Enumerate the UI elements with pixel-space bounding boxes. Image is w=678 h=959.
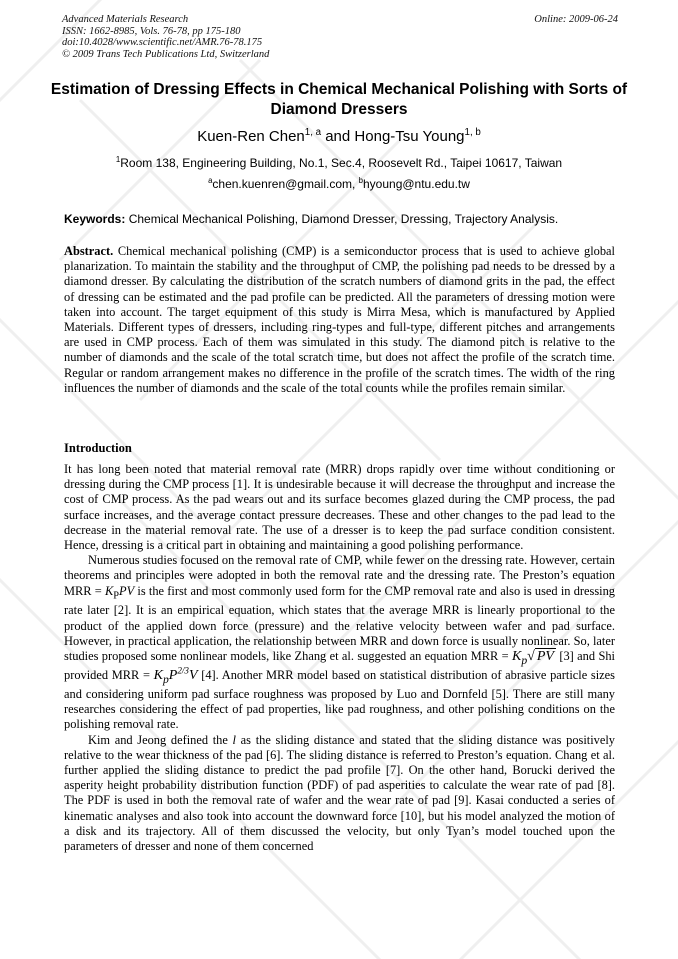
eq-zhang: $K_p√$ PV — [512, 648, 554, 667]
intro-paragraph-2 — [64, 553, 615, 732]
intro-p2-text-c: [3] and Shi provided MRR = — [64, 648, 615, 682]
author-1-affil: 1, a — [304, 127, 322, 138]
intro-p2-text-a: Numerous studies focused on the removal rate of CMP, while fewer on the dressing rate. However, certain theorems and principles were adopted in both the removal rate and the dressing rate. The Preston’s equation MRR = — [64, 553, 615, 598]
keywords — [64, 212, 620, 226]
abstract-label: Abstract. — [64, 244, 114, 258]
abstract-text: Chemical mechanical polishing (CMP) is a semiconductor process that is used to achieve global planarization. To maintain the stability and the throughput of CMP, the polishing pad needs to be dressed by a diamond dresser. By calculating the distribution of the scratch numbers of diamond grits in the pad, the effect of dressing can be estimated and the pad profile can be predicted. All the parameters of dressing motion were taken into account. The target equipment of this study is Mirra Mesa, which is manufactured by Applied Materials. Different types of dressers, including ring-types and full-type, different pitches and arrangements are used in CMP process. Each of them was simulated in this study. The diamond pitch is relative to the number of diamonds and the scale of the total scratch time, but does not affect the profile of the scratch time. Regular or random arrangement makes no difference in the profile of the scratch times. The width of the ring influences the number of diamonds and the scale of the total counts while the profiles remain similar. — [64, 244, 615, 395]
eq-shi — [153, 665, 198, 686]
author-2: Hong-Tsu Young — [354, 128, 465, 145]
intro-p2-text-d: [4]. Another MRR model based on statistical distribution of abrasive particle sizes and considering uniform pad surface roughness was proposed by Luo and Dornfeld [5]. There are still many researches considering the effect of pad properties, like pad roughness, and other polishing conditions on the polishing removal rate. — [64, 667, 615, 732]
eq-shi-sup: 2/3 — [177, 665, 189, 676]
introduction-body — [64, 462, 615, 854]
abstract — [64, 244, 615, 396]
copyright: © 2009 Trans Tech Publications Ltd, Switzerland — [62, 48, 270, 60]
intro-p3-var-l: l — [232, 732, 236, 747]
eq-shi-k: K — [153, 667, 163, 683]
author-1: Kuen-Ren Chen — [197, 128, 305, 145]
online-date: Online: 2009-06-24 — [534, 14, 618, 25]
keywords-text: Chemical Mechanical Polishing, Diamond Dresser, Dressing, Trajectory Analysis. — [125, 212, 559, 226]
email-a-marker: a — [208, 176, 213, 185]
keywords-label: Keywords: — [64, 212, 126, 226]
intro-paragraph-3 — [64, 733, 615, 855]
email-line — [40, 177, 638, 191]
intro-p3-text-b: as the sliding distance and stated that the sliding distance was positively relative to the wear thickness of the pad [6]. The sliding distance is referred to Preston’s equation. Chang et al. further applied the sliding distance to predict the pad profile [7]. On the other hand, Borucki derived the asperity height probability distribution function (PDF) of pad asperities to calculate the wear rate of pad [8]. The PDF is used in both the removal rate of wafer and the wear rate of pad [9]. Kasai conducted a series of kinematic analyses and also took into account the downward force [10], but his model analyzed the motion of a disk and its trajectory. All of them discussed the velocity, but only Tyan’s model touched upon the parameters of dresser and none of them concerned — [64, 732, 615, 853]
eq-preston-k: K — [105, 583, 114, 598]
eq-preston-pv: PV — [119, 583, 135, 598]
affiliation — [40, 156, 638, 170]
section-heading-introduction: Introduction — [64, 441, 132, 455]
email-b-marker: b — [358, 176, 363, 185]
eq-zhang-root: PV — [536, 648, 554, 664]
author-conjunction: and — [321, 128, 355, 145]
affiliation-text: Room 138, Engineering Building, No.1, Sec.4, Roosevelt Rd., Taipei 10617, Taiwan — [120, 156, 563, 170]
author-2-affil: 1, b — [464, 127, 481, 138]
eq-shi-v: V — [188, 667, 198, 683]
journal-name: Advanced Materials Research — [62, 14, 189, 25]
eq-preston-sub: P — [113, 590, 120, 602]
intro-paragraph-1: It has long been noted that material removal rate (MRR) drops rapidly over time without conditioning or dressing during the CMP process [1]. It is undesirable because it will decrease the throughput and increase the cost of CMP process. As the pad wears out and its surface becomes glazed during the CMP process, the pad surface increases, and the average contact pressure decreases. These and other changes to the pad lead to the decrease in the material removal rate. The use of a dresser is to keep the pad surface condition consistent. Hence, dressing is a critical part in obtaining and maintaining a good polishing performance. — [64, 462, 615, 553]
issn: ISSN: 1662-8985, Vols. 76-78, pp 175-180 — [62, 25, 241, 37]
eq-zhang-sub: p — [521, 653, 528, 667]
journal-header — [62, 14, 618, 60]
email-a[interactable]: chen.kuenren@gmail.com, — [212, 177, 359, 191]
eq-zhang-k: K — [512, 648, 522, 664]
email-b[interactable]: hyoung@ntu.edu.tw — [363, 177, 470, 191]
doi: doi:10.4028/www.scientific.net/AMR.76-78.175 — [62, 37, 263, 48]
paper-title: Estimation of Dressing Effects in Chemical Mechanical Polishing with Sorts of Diamond Dressers — [50, 81, 628, 118]
intro-p2-text-b: is the first and most commonly used form for the CMP removal rate and also is used in dressing rate later [2]. It is an empirical equation, which states that the average MRR is linearly proportional to the product of the applied down force (pressure) and the relative velocity between wafer and pad surface. However, in practical application, the relationship between MRR and down force is usually nonlinear. So, later studies proposed some nonlinear models, like Zhang et al. suggested an equation MRR = — [64, 583, 615, 663]
author-line — [40, 128, 638, 145]
eq-shi-p: P — [168, 667, 178, 683]
intro-p3-text-a: Kim and Jeong defined the — [88, 732, 233, 747]
eq-shi-sub: p — [162, 672, 169, 686]
affiliation-marker: 1 — [115, 155, 121, 164]
